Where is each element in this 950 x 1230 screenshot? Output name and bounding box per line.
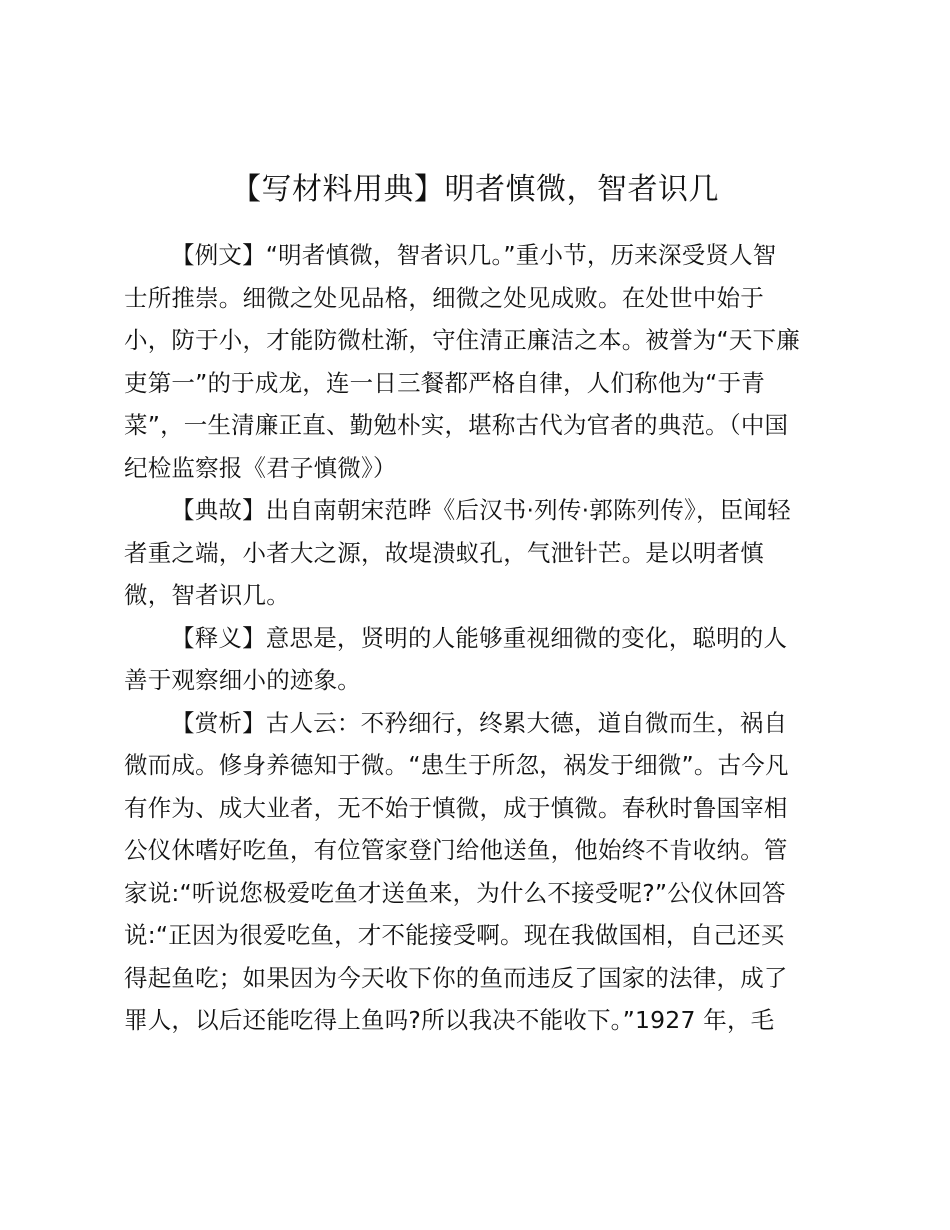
paragraph-line: 【释义】意思是，贤明的人能够重视细微的变化，聪明的人 [171, 623, 788, 652]
paragraph-line: 【例文】“明者慎微，智者识几。”重小节，历来深受贤人智 [171, 241, 777, 269]
paragraph-line: 公仪休嗜好吃鱼，有位管家登门给他送鱼，他始终不肯收纳。管 [124, 836, 788, 864]
paragraph-line: 有作为、成大业者，无不始于慎微，成于慎微。春秋时鲁国宰相 [124, 793, 788, 822]
paragraph-line: 士所推崇。细微之处见品格，细微之处见成败。在处世中始于 [124, 283, 764, 312]
paragraph-line: 菜”，一生清廉正直、勤勉朴实，堪称古代为官者的典范。（中国 [124, 411, 789, 439]
paragraph-line: 吏第一”的于成龙，连一日三餐都严格自律，人们称他为“于青 [124, 368, 765, 397]
document-body [124, 234, 844, 1042]
paragraph-line: 家说:“听说您极爱吃鱼才送鱼来，为什么不接受呢?”公仪休回答 [124, 878, 786, 907]
paragraph-line: 小，防于小，才能防微杜渐，守住清正廉洁之本。被誉为“天下廉 [124, 326, 800, 354]
paragraph-line: 善于观察细小的迹象。 [124, 666, 361, 694]
paragraph-line: 【赏析】古人云：不矜细行，终累大德，道自微而生，祸自 [171, 708, 788, 737]
paragraph-line: 说:“正因为很爱吃鱼，才不能接受啊。现在我做国相，自己还买 [124, 921, 785, 949]
paragraph-line: 者重之端，小者大之源，故堤溃蚁孔，气泄针芒。是以明者慎 [124, 538, 764, 567]
document-title: 【写材料用典】明者慎微，智者识几 [231, 172, 719, 207]
paragraph-line: 【典故】出自南朝宋范晔《后汉书·列传·郭陈列传》，臣闻轻 [171, 496, 791, 524]
paragraph-line: 纪检监察报《君子慎微》） [124, 453, 397, 482]
paragraph-line: 微而成。修身养德知于微。“患生于所忽，祸发于细微”。古今凡 [124, 751, 789, 779]
paragraph-line: 得起鱼吃；如果因为今天收下你的鱼而违反了国家的法律，成了 [124, 963, 788, 992]
paragraph-line: 罪人，以后还能吃得上鱼吗?所以我决不能收下。”1927 年，毛 [124, 1006, 775, 1034]
paragraph-line: 微，智者识几。 [124, 581, 290, 609]
